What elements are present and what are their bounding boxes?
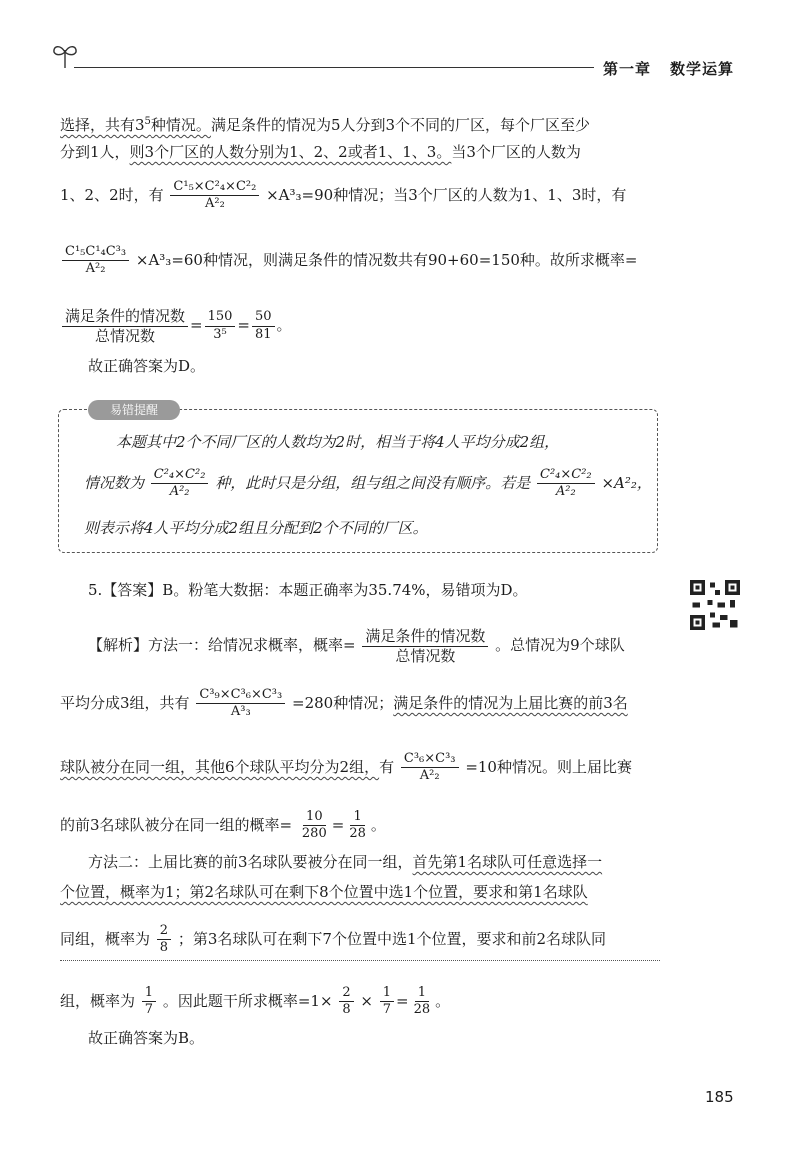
formula-line: 同组，概率为 $\frac{2}{8}$ ；第3名球队可在剩下7个位置中选1个位置，要求和前2名球队同 — [60, 923, 607, 956]
formula-line: 1、2、2时，有 $\frac{\text{C¹₅×C²₄×C²₂}}{\text{A²₂}}$ ×A³₃=90种情况；当3个厂区的人数为1、1、3时，有 — [60, 179, 627, 212]
formula-line: $\frac{\text{满足条件的情况数}}{\text{总情况数}}$ = $\frac{150}{\text{3⁵}}$ = $\frac{50}{81}$ 。 — [60, 308, 292, 344]
text-line: 分到1人，则3个厂区的人数分别为1、2、2或者1、1、3。当3个厂区的人数为 — [60, 143, 581, 161]
text-line: 选择，共有$3^5$种情况。满足条件的情况为5人分到3个不同的厂区，每个厂区至少 — [60, 116, 591, 134]
header-section: 数学运算 — [670, 60, 735, 78]
note-line: 本题其中2个不同厂区的人数均为2时，相当于将4人平均分成2组， — [116, 433, 560, 451]
page-number: 185 — [705, 1088, 734, 1106]
formula-line: 的前3名球队被分在同一组的概率= $\frac{10}{280}$ = $\frac{1}{28}$ 。 — [60, 809, 386, 842]
formula-line: 组，概率为 $\frac{1}{7}$ 。因此题干所求概率=1× $\frac{2}{8}$ × $\frac{1}{7}$ = $\frac{1}{28}$ 。 — [60, 985, 451, 1018]
note-line: 则表示将4人平均分成2组且分配到2个不同的厂区。 — [84, 519, 428, 537]
text-line: 个位置，概率为1；第2名球队可在剩下8个位置中选1个位置，要求和第1名球队 — [60, 883, 588, 901]
wavy-rule — [60, 956, 660, 961]
formula-line: 球队被分在同一组，其他6个球队平均分为2组，有 $\frac{\text{C³₆×C³₃}}{\text{A²₂}}$ =10种情况。则上届比赛 — [60, 751, 632, 784]
sprout-icon — [50, 40, 80, 70]
header-rule — [74, 67, 594, 68]
answer-line: 故正确答案为B。 — [88, 1029, 205, 1047]
answer-line: 故正确答案为D。 — [88, 357, 206, 375]
text-line: 方法二：上届比赛的前3名球队要被分在同一组，首先第1名球队可任意选择一 — [88, 853, 603, 871]
answer-line: 5.【答案】B。粉笔大数据：本题正确率为35.74%，易错项为D。 — [88, 581, 528, 599]
formula-line: 平均分成3组，共有 $\frac{\text{C³₉×C³₆×C³₃}}{\text{A³₃}}$ =280种情况；满足条件的情况为上届比赛的前3名 — [60, 687, 628, 720]
formula-line: 【解析】方法一：给情况求概率，概率= $\frac{\text{满足条件的情况数}}{\text{总情况数}}$ 。总情况为9个球队 — [88, 627, 625, 665]
note-line: 情况数为 $\frac{\text{C²₄×C²₂}}{\text{A²₂}}$ 种，此时只是分组，组与组之间没有顺序。若是 $\frac{\text{C²₄×C²₂}}{\text{A²₂}}$ ×A²₂， — [84, 467, 652, 500]
formula-line: $\frac{\text{C¹₅C¹₄C³₃}}{\text{A²₂}}$ ×A³₃=60种情况，则满足条件的情况数共有90+60=150种。故所求概率= — [60, 245, 638, 277]
header-chapter: 第一章 — [603, 60, 652, 78]
note-tag: 易错提醒 — [88, 400, 180, 420]
qr-code-icon[interactable] — [690, 580, 740, 630]
